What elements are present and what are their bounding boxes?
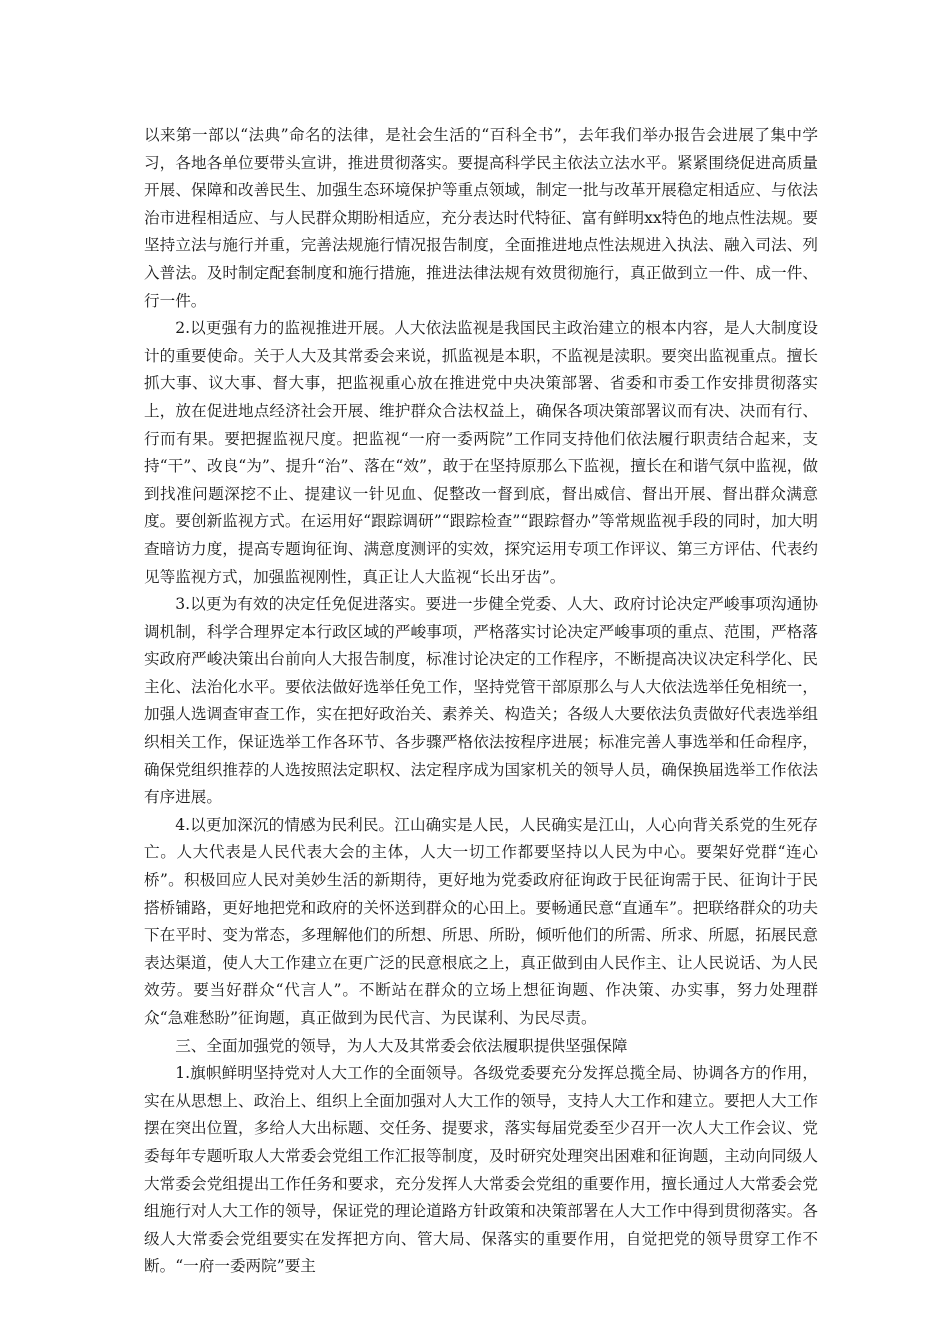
- document-body: [144, 122, 818, 1281]
- section-heading-party-leadership: 三、全面加强党的领导，为人大及其常委会依法履职提供坚强保障: [175, 1036, 628, 1055]
- paragraph-decision-appointment: 3.以更为有效的决定任免促进落实。要进一步健全党委、人大、政府讨论决定严峻事项沟通协调机制，科学合理界定本行政区域的严峻事项，严格落实讨论决定严峻事项的重点、范围，严格落实政府严峻决策出台前向人大报告制度，标准讨论决定的工作程序，不断提高决议决定科学化、民主化、法治化水平。要依法做好选举任免工作，坚持党管干部原那么与人大依法选举任免相统一，加强人选调查审查工作，实在把好政治关、素养关、构造关；各级人大要依法负责做好代表选举组织相关工作，保证选举工作各环节、各步骤严格依法按程序进展；标准完善人事选举和任命程序，确保党组织推荐的人选按照法定职权、法定程序成为国家机关的领导人员，确保换届选举工作依法有序进展。: [144, 595, 818, 807]
- paragraph-legislation-continued: 以来第一部以“法典”命名的法律，是社会生活的“百科全书”，去年我们举办报告会进展了集中学习，各地各单位要带头宣讲，推进贯彻落实。要提高科学民主依法立法水平。紧紧围绕促进高质量开展、保障和改善民生、加强生态环境保护等重点领域，制定一批与改革开展稳定相适应、与依法治市进程相适应、与人民群众期盼相适应，充分表达时代特征、富有鲜明xx特色的地点性法规。要坚持立法与施行并重，完善法规施行情况报告制度，全面推进地点性法规进入执法、融入司法、列入普法。及时制定配套制度和施行措施，推进法律法规有效贯彻施行，真正做到立一件、成一件、行一件。: [144, 126, 818, 310]
- paragraph-serving-people: 4.以更加深沉的情感为民利民。江山确实是人民，人民确实是江山，人心向背关系党的生死存亡。人大代表是人民代表大会的主体，人大一切工作都要坚持以人民为中心。要架好党群“连心桥”。积极回应人民对美妙生活的新期待，更好地为党委政府征询政于民征询需于民、征询计于民搭桥铺路，更好地把党和政府的关怀送到群众的心田上。要畅通民意“直通车”。把联络群众的功夫下在平时、变为常态，多理解他们的所想、所思、所盼，倾听他们的所需、所求、所愿，拓展民意表达渠道，使人大工作建立在更广泛的民意根底之上，真正做到由人民作主、让人民说话、为人民效劳。要当好群众“代言人”。不断站在群众的立场上想征询题、作决策、办实事，努力处理群众“急难愁盼”征询题，真正做到为民代言、为民谋利、为民尽责。: [144, 815, 818, 1027]
- paragraph-party-leadership: 1.旗帜鲜明坚持党对人大工作的全面领导。各级党委要充分发挥总揽全局、协调各方的作用，实在从思想上、政治上、组织上全面加强对人大工作的领导，支持人大工作和建立。要把人大工作摆在突出位置，多给人大出标题、交任务、提要求，落实每届党委至少召开一次人大工作会议、党委每年专题听取人大常委会党组工作汇报等制度，及时研究处理突出困难和征询题，主动向同级人大常委会党组提出工作任务和要求，充分发挥人大常委会党组的重要作用，擅长通过人大常委会党组施行对人大工作的领导，保证党的理论道路方针政策和决策部署在人大工作中得到贯彻落实。各级人大常委会党组要实在发挥把方向、管大局、保落实的重要作用，自觉把党的领导贯穿工作不断。“一府一委两院”要主: [144, 1064, 818, 1276]
- paragraph-supervision: 2.以更强有力的监视推进开展。人大依法监视是我国民主政治建立的根本内容，是人大制度设计的重要使命。关于人大及其常委会来说，抓监视是本职，不监视是渎职。要突出监视重点。擅长抓大事、议大事、督大事，把监视重心放在推进党中央决策部署、省委和市委工作安排贯彻落实上，放在促进地点经济社会开展、维护群众合法权益上，确保各项决策部署议而有决、决而有行、行而有果。要把握监视尺度。把监视“一府一委两院”工作同支持他们依法履行职责结合起来，支持“干”、改良“为”、提升“治”、落在“效”，敢于在坚持原那么下监视，擅长在和谐气氛中监视，做到找准问题深挖不止、提建议一针见血、促整改一督到底，督出威信、督出开展、督出群众满意度。要创新监视方式。在运用好“跟踪调研”“跟踪检查”“跟踪督办”等常规监视手段的同时，加大明查暗访力度，提高专题询征询、满意度测评的实效，探究运用专项工作评议、第三方评估、代表约见等监视方式，加强监视刚性，真正让人大监视“长出牙齿”。: [144, 319, 818, 586]
